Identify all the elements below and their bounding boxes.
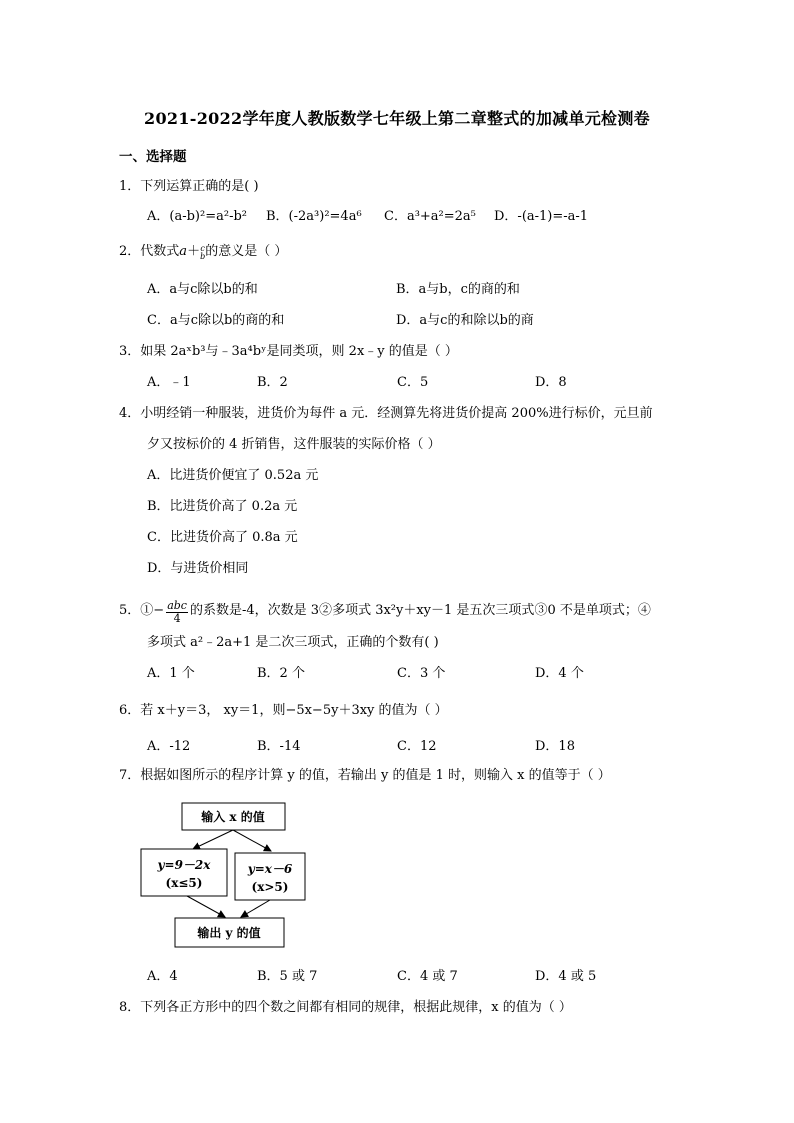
output-box-label: 输出 y 的值 bbox=[197, 926, 261, 940]
expr-fraction bbox=[166, 600, 188, 625]
expr-plus: ＋ bbox=[187, 244, 201, 259]
q4-option-d[interactable]: D．与进货价相同 bbox=[147, 561, 249, 576]
q5-option-a[interactable]: A．1 个 bbox=[147, 666, 195, 681]
q6-option-c[interactable]: C．12 bbox=[397, 739, 437, 754]
q2-option-c[interactable]: C．a与c除以b的商的和 bbox=[147, 313, 285, 328]
q4-option-a[interactable]: A．比进货价便宜了 0.52a 元 bbox=[147, 468, 319, 483]
question-number: 3． bbox=[119, 344, 141, 359]
question-text-post: 的意义是（ ） bbox=[205, 244, 288, 259]
question-text: 若 x＋y＝3， xy＝1，则−5x−5y＋3xy 的值为（ ） bbox=[140, 703, 448, 718]
question-1 bbox=[119, 178, 259, 196]
q6-option-b[interactable]: B．-14 bbox=[257, 739, 301, 754]
q2-option-b[interactable]: B．a与b，c的商的和 bbox=[396, 282, 520, 297]
statement-2: 多项式 3x²y＋xy－1 是五次三项式 bbox=[332, 603, 535, 618]
q5-option-c[interactable]: C．3 个 bbox=[397, 666, 446, 681]
q7-option-a[interactable]: A．4 bbox=[147, 969, 178, 984]
circled-number-4: ④ bbox=[637, 603, 651, 618]
statement-1: 的系数是-4，次数是 3 bbox=[189, 603, 320, 618]
q6-option-a[interactable]: A．-12 bbox=[147, 739, 191, 754]
question-number: 4． bbox=[119, 406, 141, 421]
q7-option-d[interactable]: D．4 或 5 bbox=[535, 969, 597, 984]
question-2 bbox=[119, 243, 287, 261]
q3-option-a[interactable]: A．﹣1 bbox=[147, 375, 191, 390]
left-branch-formula: y=9－2x bbox=[157, 858, 211, 872]
question-text: 如果 2aˣb³与﹣3a⁴bʸ是同类项，则 2x﹣y 的值是（ ） bbox=[140, 344, 458, 359]
q2-option-a[interactable]: A．a与c除以b的和 bbox=[147, 282, 258, 297]
question-text-line2: 多项式 a²﹣2a+1 是二次三项式，正确的个数有( ) bbox=[147, 635, 439, 650]
q3-option-b[interactable]: B．2 bbox=[257, 375, 288, 390]
q5-option-d[interactable]: D．4 个 bbox=[535, 666, 584, 681]
question-6 bbox=[119, 702, 448, 720]
question-text-line1: 小明经销一种服装，进货价为每件 a 元．经测算先将进货价提高 200%进行标价，元旦前 bbox=[140, 406, 653, 421]
expr-a: a bbox=[179, 244, 188, 259]
question-number: 8． bbox=[119, 1000, 141, 1015]
question-number: 1． bbox=[119, 179, 141, 194]
section-heading: 一、选择题 bbox=[119, 149, 187, 165]
q2-option-d[interactable]: D．a与c的和除以b的商 bbox=[396, 313, 534, 328]
q4-option-b[interactable]: B．比进货价高了 0.2a 元 bbox=[147, 499, 298, 514]
question-number: 5． bbox=[119, 603, 141, 618]
fraction-denominator: 4 bbox=[173, 612, 181, 625]
right-branch-condition: (x>5) bbox=[251, 880, 289, 894]
question-text: 根据如图所示的程序计算 y 的值，若输出 y 的值是 1 时，则输入 x 的值等于（ ） bbox=[140, 768, 611, 783]
circled-number-1: ① bbox=[140, 603, 154, 618]
q7-option-b[interactable]: B．5 或 7 bbox=[257, 969, 318, 984]
question-text: 下列运算正确的是( ) bbox=[140, 179, 259, 194]
q3-option-c[interactable]: C．5 bbox=[397, 375, 429, 390]
flowchart bbox=[135, 795, 320, 955]
question-4 bbox=[119, 405, 653, 423]
input-box-label: 输入 x 的值 bbox=[201, 810, 265, 824]
question-number: 2． bbox=[119, 244, 141, 259]
fraction-numerator: abc bbox=[167, 599, 187, 612]
page-title: 2021-2022学年度人教版数学七年级上第二章整式的加减单元检测卷 bbox=[144, 109, 650, 128]
fraction-numerator: c bbox=[200, 244, 205, 253]
question-8 bbox=[119, 999, 572, 1017]
fraction-denominator: b bbox=[200, 252, 206, 261]
q6-option-d[interactable]: D．18 bbox=[535, 739, 575, 754]
left-branch-condition: (x≤5) bbox=[165, 876, 203, 890]
question-number: 6． bbox=[119, 703, 141, 718]
right-branch-formula: y=x－6 bbox=[247, 862, 293, 876]
question-7 bbox=[119, 767, 611, 785]
minus-sign: − bbox=[153, 603, 165, 618]
q7-option-c[interactable]: C．4 或 7 bbox=[397, 969, 458, 984]
q5-option-b[interactable]: B．2 个 bbox=[257, 666, 305, 681]
circled-number-2: ② bbox=[319, 603, 333, 618]
statement-3: 0 不是单项式； bbox=[547, 603, 638, 618]
question-3 bbox=[119, 343, 458, 361]
question-text-pre: 代数式 bbox=[140, 244, 180, 259]
question-5 bbox=[119, 600, 651, 625]
q1-option-c[interactable]: C．a³+a²=2a⁵ bbox=[384, 209, 476, 224]
question-text: 下列各正方形中的四个数之间都有相同的规律，根据此规律，x 的值为（ ） bbox=[140, 1000, 572, 1015]
question-number: 7． bbox=[119, 768, 141, 783]
q4-option-c[interactable]: C．比进货价高了 0.8a 元 bbox=[147, 530, 298, 545]
q1-option-a[interactable]: A．(a-b)²=a²-b² bbox=[147, 209, 247, 224]
q1-option-d[interactable]: D．-(a-1)=-a-1 bbox=[494, 209, 589, 224]
circled-number-3: ③ bbox=[534, 603, 548, 618]
q3-option-d[interactable]: D．8 bbox=[535, 375, 567, 390]
q1-option-b[interactable]: B．(-2a³)²=4a⁶ bbox=[266, 209, 362, 224]
question-text-line2: 夕又按标价的 4 折销售，这件服装的实际价格（ ） bbox=[147, 437, 441, 452]
